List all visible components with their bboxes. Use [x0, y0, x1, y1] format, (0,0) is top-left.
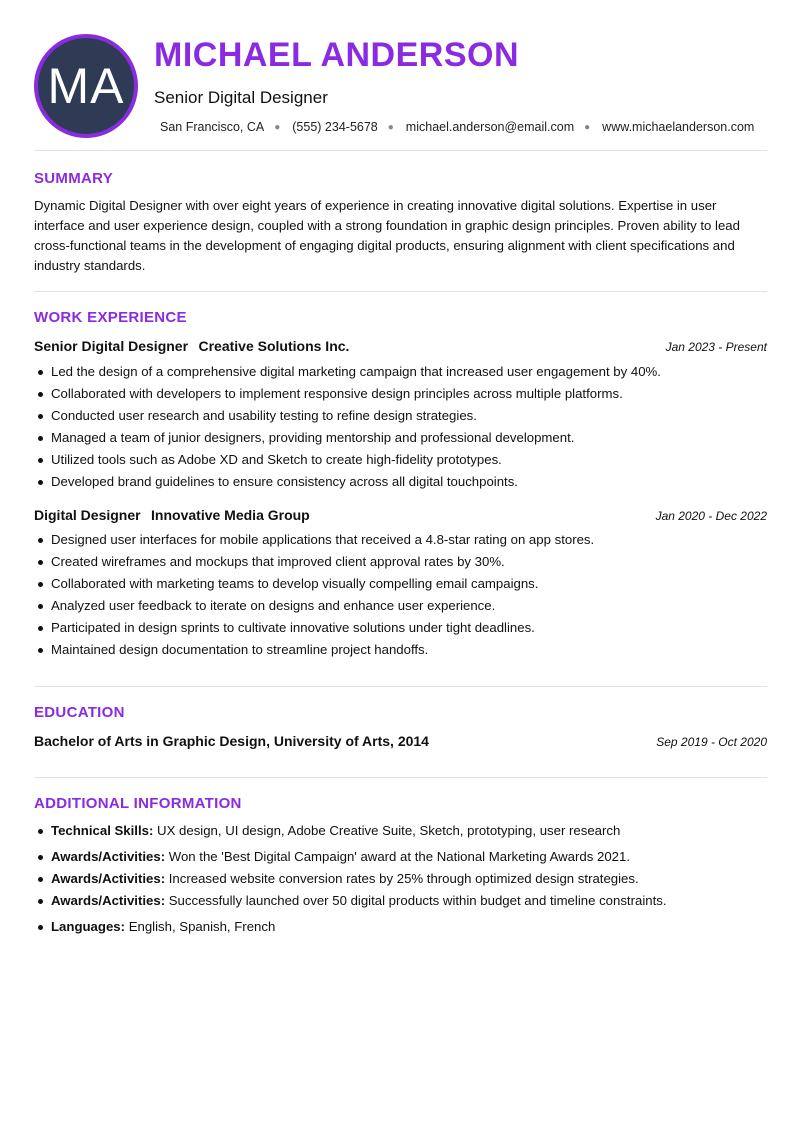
job-company: Innovative Media Group: [151, 507, 310, 523]
divider: [34, 777, 767, 778]
list-item: Managed a team of junior designers, providing mentorship and professional development.: [34, 427, 769, 449]
list-item: [34, 820, 769, 842]
contact-bar: [160, 120, 754, 134]
education-heading: EDUCATION: [34, 704, 125, 721]
job-role: Senior Digital Designer: [34, 338, 189, 354]
info-label: Awards/Activities:: [51, 871, 166, 886]
list-item: Led the design of a comprehensive digital marketing campaign that increased user engagement by 40%.: [34, 361, 769, 383]
list-item: Collaborated with marketing teams to develop visually compelling email campaigns.: [34, 573, 769, 595]
info-text: Successfully launched over 50 digital products within budget and timeline constraints.: [168, 893, 667, 908]
separator-dot-icon: ●: [584, 121, 591, 133]
info-label: Awards/Activities:: [51, 893, 166, 908]
info-text: English, Spanish, French: [128, 919, 276, 934]
list-item: Maintained design documentation to streamline project handoffs.: [34, 639, 769, 661]
list-item: Analyzed user feedback to iterate on designs and enhance user experience.: [34, 595, 769, 617]
additional-heading: ADDITIONAL INFORMATION: [34, 795, 242, 812]
list-item: Created wireframes and mockups that improved client approval rates by 30%.: [34, 551, 769, 573]
divider: [34, 291, 767, 292]
list-item: Conducted user research and usability testing to refine design strategies.: [34, 405, 769, 427]
divider: [34, 150, 767, 151]
list-item: [34, 868, 769, 890]
job-header: [34, 507, 767, 525]
contact-phone: (555) 234-5678: [292, 120, 378, 134]
job-role: Digital Designer: [34, 507, 141, 523]
divider: [34, 686, 767, 687]
summary-heading: SUMMARY: [34, 170, 114, 187]
job-title: Senior Digital Designer: [154, 88, 328, 107]
list-item: [34, 890, 769, 912]
info-label: Awards/Activities:: [51, 849, 166, 864]
job-bullets: [34, 361, 769, 493]
info-text: UX design, UI design, Adobe Creative Suite, Sketch, prototyping, user research: [157, 823, 621, 838]
job-dates: Jan 2023 - Present: [665, 340, 767, 354]
additional-list: [34, 820, 769, 938]
info-label: Languages:: [51, 919, 126, 934]
job-company: Creative Solutions Inc.: [198, 338, 350, 354]
education-dates: Sep 2019 - Oct 2020: [656, 735, 767, 749]
experience-heading: WORK EXPERIENCE: [34, 309, 187, 326]
summary-text: Dynamic Digital Designer with over eight years of experience in creating innovative digital solutions. Expertise in user interface and user experience design, coupled with a strong foundation in graphic design principles. Proven ability to lead cross-functional teams in the development of engaging digital products, ensuring alignment with client specifications and industry standards.: [34, 198, 740, 273]
info-label: Technical Skills:: [51, 823, 154, 838]
avatar-initials: MA: [47, 58, 125, 114]
job-bullets: [34, 529, 769, 661]
list-item: Participated in design sprints to cultivate innovative solutions under tight deadlines.: [34, 617, 769, 639]
list-item: Developed brand guidelines to ensure consistency across all digital touchpoints.: [34, 471, 769, 493]
education-entry: [34, 733, 767, 749]
contact-location: San Francisco, CA: [160, 120, 265, 134]
separator-dot-icon: ●: [387, 121, 394, 133]
contact-website[interactable]: www.michaelanderson.com: [602, 120, 755, 134]
education-degree: Bachelor of Arts in Graphic Design, University of Arts, 2014: [34, 733, 429, 749]
separator-dot-icon: ●: [274, 121, 281, 133]
list-item: Designed user interfaces for mobile applications that received a 4.8-star rating on app stores.: [34, 529, 769, 551]
list-item: Collaborated with developers to implement responsive design principles across multiple platforms.: [34, 383, 769, 405]
job-header: [34, 338, 767, 356]
contact-email[interactable]: michael.anderson@email.com: [405, 120, 575, 134]
avatar: [34, 34, 138, 138]
info-text: Won the 'Best Digital Campaign' award at the National Marketing Awards 2021.: [168, 849, 630, 864]
list-item: [34, 916, 769, 938]
list-item: Utilized tools such as Adobe XD and Sketch to create high-fidelity prototypes.: [34, 449, 769, 471]
list-item: [34, 846, 769, 868]
info-text: Increased website conversion rates by 25% through optimized design strategies.: [168, 871, 639, 886]
candidate-name: MICHAEL ANDERSON: [154, 36, 520, 74]
job-dates: Jan 2020 - Dec 2022: [655, 509, 767, 523]
